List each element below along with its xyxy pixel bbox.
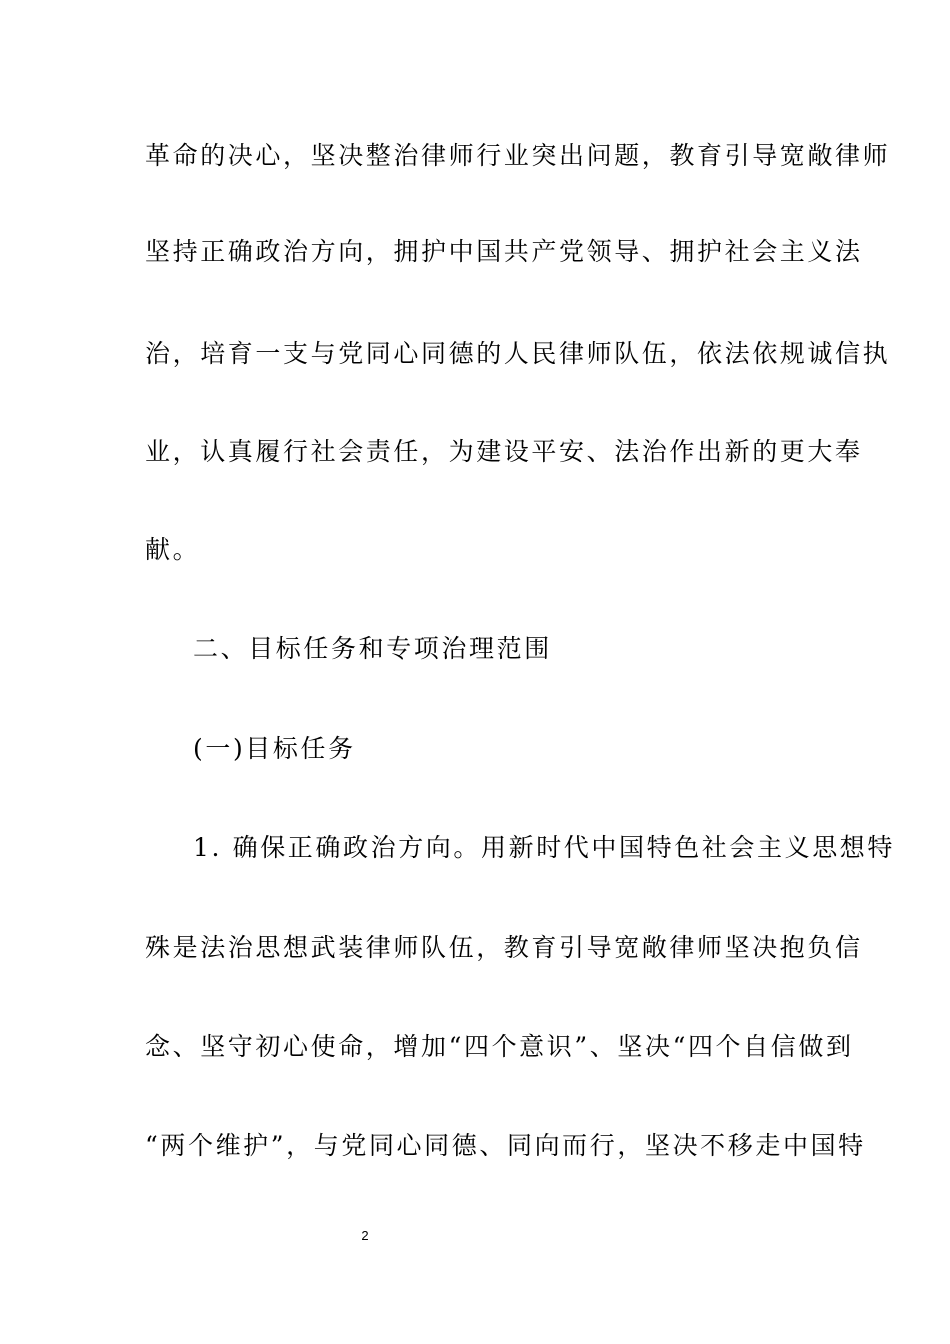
- paragraph-line: 治，培育一支与党同心同德的人民律师队伍，依法依规诚信执: [145, 339, 891, 368]
- section-heading: 二、目标任务和专项治理范围: [193, 634, 552, 663]
- paragraph-line: “两个维护”，与党同心同德、同向而行，坚决不移走中国特: [145, 1131, 866, 1160]
- page-number: 2: [361, 1228, 369, 1243]
- paragraph-line: 献。: [145, 535, 201, 564]
- subsection-heading: (一)目标任务: [193, 734, 356, 763]
- paragraph-line: 业，认真履行社会责任，为建设平安、法治作出新的更大奉: [145, 437, 863, 466]
- paragraph-line: 革命的决心，坚决整治律师行业突出问题，教育引导宽敞律师: [145, 141, 891, 170]
- paragraph-line: 坚持正确政治方向，拥护中国共产党领导、拥护社会主义法: [145, 237, 863, 266]
- paragraph-line: 1. 确保正确政治方向。用新时代中国特色社会主义思想特: [193, 833, 896, 862]
- paragraph-line: 殊是法治思想武装律师队伍，教育引导宽敞律师坚决抱负信: [145, 933, 863, 962]
- paragraph-line: 念、坚守初心使命，增加“四个意识”、坚决“四个自信做到: [145, 1032, 854, 1061]
